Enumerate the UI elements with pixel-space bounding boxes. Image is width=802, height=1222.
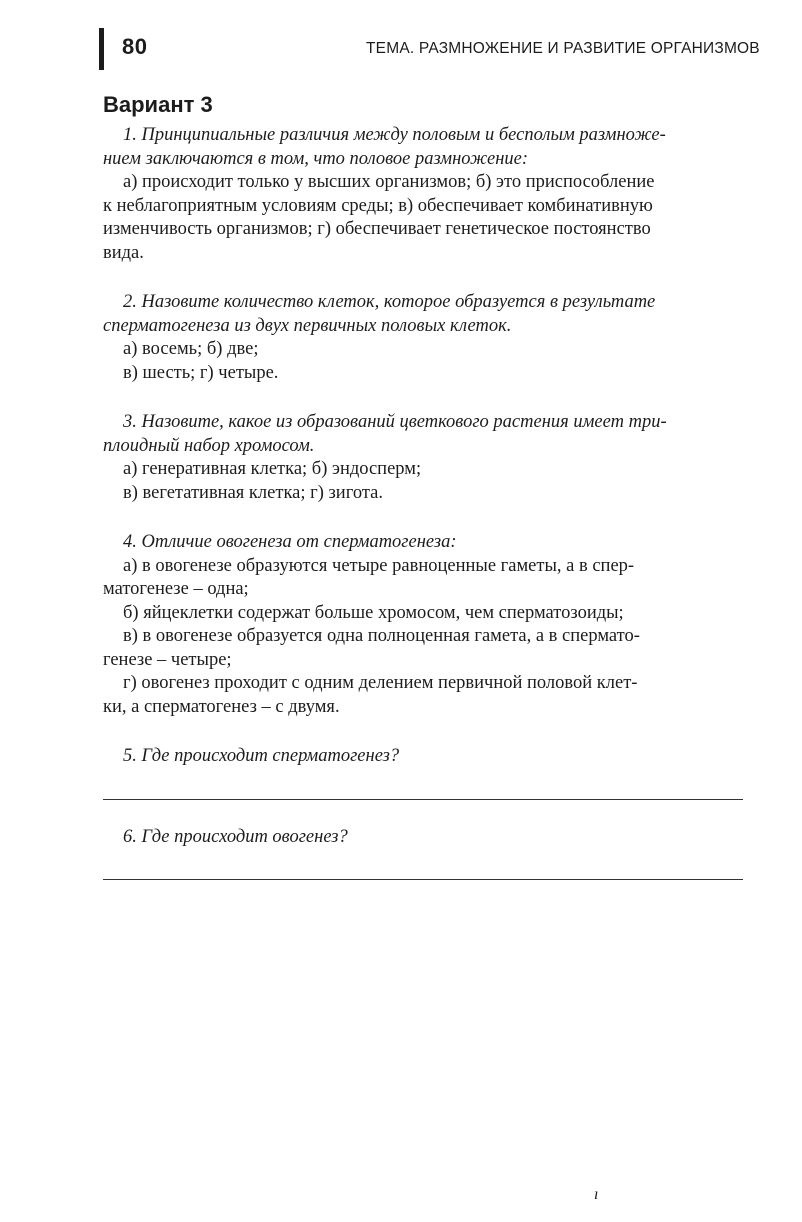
- running-head: ТЕМА. РАЗМНОЖЕНИЕ И РАЗВИТИЕ ОРГАНИЗМОВ: [366, 40, 760, 57]
- question-text: 1. Принципиальные различия между половым и бесполым размноже-: [123, 125, 666, 145]
- question-line: а) восемь; б) две;: [123, 339, 259, 359]
- answer-line[interactable]: [103, 879, 743, 880]
- question-line: а) происходит только у высших организмов; б) это приспособление: [123, 172, 655, 192]
- question-line: нием заключаются в том, что половое размножение:: [103, 148, 529, 169]
- question-line: а) генеративная клетка; б) эндосперм;: [123, 459, 422, 479]
- question-line: г) овогенез проходит с одним делением первичной половой клет-: [123, 673, 638, 693]
- question-line: генезе – четыре;: [103, 649, 232, 670]
- question-gap: [103, 505, 749, 531]
- question-line: изменчивость организмов; г) обеспечивает генетическое постоянство: [103, 219, 651, 239]
- question-line: матогенезе – одна;: [103, 579, 249, 599]
- question-line: к неблагоприятным условиям среды; в) обеспечивает комбинативную: [103, 195, 653, 216]
- page-number: 80: [122, 34, 148, 59]
- question-line: в) вегетативная клетка; г) зигота.: [123, 482, 383, 503]
- footer-mark: ı: [594, 1186, 599, 1203]
- question-block: [103, 291, 749, 385]
- variant-title: Вариант 3: [103, 92, 213, 117]
- question-gap: [103, 719, 749, 745]
- question-text: 3. Назовите, какое из образований цветкового растения имеет три-: [123, 412, 667, 432]
- question-text: 2. Назовите количество клеток, которое образуется в результате: [123, 292, 656, 312]
- question-text: 4. Отличие овогенеза от сперматогенеза:: [123, 532, 457, 552]
- question-gap: [103, 800, 749, 826]
- questions-body: [103, 124, 749, 880]
- question-block: [103, 124, 749, 265]
- question-line: в) в овогенезе образуется одна полноценная гамета, а в спермато-: [123, 626, 640, 646]
- question-gap: [103, 265, 749, 291]
- question-line: б) яйцеклетки содержат больше хромосом, чем сперматозоиды;: [123, 602, 624, 623]
- question-block: [103, 826, 749, 881]
- question-text: 6. Где происходит овогенез?: [123, 826, 348, 847]
- question-block: [103, 745, 749, 800]
- question-line: вида.: [103, 242, 144, 263]
- question-block: [103, 531, 749, 719]
- question-gap: [103, 385, 749, 411]
- question-block: [103, 411, 749, 505]
- question-line: ки, а сперматогенез – с двумя.: [103, 696, 340, 717]
- question-line: а) в овогенезе образуются четыре равноценные гаметы, а в спер-: [123, 555, 635, 576]
- question-text: 5. Где происходит сперматогенез?: [123, 746, 400, 766]
- header-vertical-rule: [99, 28, 104, 70]
- question-line: плоидный набор хромосом.: [103, 435, 315, 456]
- question-line: сперматогенеза из двух первичных половых клеток.: [103, 315, 512, 336]
- question-line: в) шесть; г) четыре.: [123, 362, 279, 383]
